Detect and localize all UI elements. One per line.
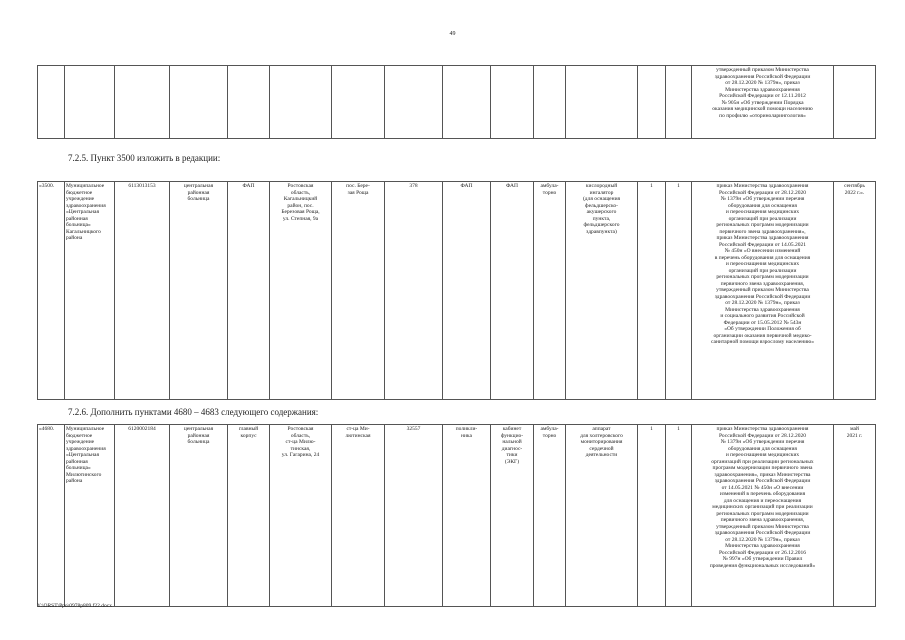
regulation-cell: приказ Министерства здравоохранения Российской Федерации от 28.12.2020 № 1379н «Об утверждении перечня оборудования для оснащения и переоснащения медицинских организаций при реализации региональных программ модернизации первичного звена здравоохранения», приказ Министерства здравоохранения Российской Федерации от 14.05.2021 № 450н «О внесении изменений в перечень оборудования для оснащения и переоснащения медицинских организаций при реализации региональных программ модернизации первичного звена здравоохранения, утвержденный приказом Министерства здравоохранения Российской Федерации от 28.12.2020 № 1379н», приказ Министерства здравоохранения Российской Федерации от 26.12.2016 № 997н «Об утверждении Правил проведения функциональных исследований»	[692, 425, 834, 607]
unit-name: главный корпус	[228, 425, 270, 607]
table-row	[38, 425, 876, 607]
org-type: центральная районная больница	[170, 425, 228, 607]
organization-name: Муниципальное бюджетное учреждение здравоохранения «Центральная районная больница» Милютинского района	[65, 425, 115, 607]
org-code: 6120002184	[115, 425, 170, 607]
cabinet: кабинет функцио- нальной диагнос- тики (ЭКГ)	[491, 425, 534, 607]
org-type: центральная районная больница	[170, 182, 228, 400]
delivery-date: май 2021 г.	[834, 425, 876, 607]
organization-name: Муниципальное бюджетное учреждение здравоохранения «Центральная районная больница» Кагальницкого района	[65, 182, 115, 400]
section-heading-3500: 7.2.5. Пункт 3500 изложить в редакции:	[68, 153, 221, 163]
care-condition: амбула- торно	[534, 425, 566, 607]
regulation-cell: утвержденный приказом Министерства здравоохранения Российской Федерации от 28.12.2020 № 1379н», приказ Министерства здравоохранения Российской Федерации от 12.11.2012 № 905н «Об утверждении Порядка оказания медицинской помощи населению по профилю «оториноларингология»	[692, 66, 834, 139]
page-number: 49	[449, 31, 456, 37]
locality: ст-ца Ми- лютинская	[332, 425, 385, 607]
care-condition: амбула- торно	[534, 182, 566, 400]
population: 378	[385, 182, 443, 400]
delivery-date: сентябрь 2022 г.».	[834, 182, 876, 400]
equipment: аппарат для холтеровского мониторирования сердечной деятельности	[566, 425, 638, 607]
subdivision: ФАП	[443, 182, 491, 400]
unit-name: ФАП	[228, 182, 270, 400]
section-heading-4680: 7.2.6. Дополнить пунктами 4680 – 4683 следующего содержания:	[68, 407, 319, 417]
table-row	[38, 182, 876, 400]
address: Ростовская область, ст-ца Милю- тинская, ул. Гагарина, 24	[270, 425, 332, 607]
file-path-footer: Y:\ORST\Ppo\0978p809.f22.docx	[37, 603, 112, 609]
table-item-4680	[37, 424, 876, 607]
cabinet: ФАП	[491, 182, 534, 400]
item-number: «3500.	[38, 182, 65, 400]
population: 32557	[385, 425, 443, 607]
quantity-required: 1	[638, 425, 666, 607]
quantity-planned: 1	[666, 425, 692, 607]
subdivision: поликли- ника	[443, 425, 491, 607]
org-code: 6113013153	[115, 182, 170, 400]
equipment: кислородный ингалятор (для оснащения фельдшерско- акушерского пункта, фельдшерского здравпункта)	[566, 182, 638, 400]
locality: пос. Бере- зая Роща	[332, 182, 385, 400]
table-item-3500	[37, 181, 876, 400]
item-number: «4680.	[38, 425, 65, 607]
address: Ростовская область, Кагальницкий район, пос. Березовая Роща, ул. Степная, 9а	[270, 182, 332, 400]
table-continuation	[37, 65, 876, 139]
regulation-cell: приказ Министерства здравоохранения Российской Федерации от 28.12.2020 № 1379н «Об утверждении перечня оборудования для оснащения и переоснащения медицинских организаций при реализации региональных программ модернизации первичного звена здравоохранения», приказ Министерства здравоохранения Российской Федерации от 14.05.2021 № 450н «О внесении изменений в перечень оборудования для оснащения и переоснащения медицинских организаций при реализации региональных программ модернизации первичного звена здравоохранения, утвержденный приказом Министерства здравоохранения Российской Федерации от 28.12.2020 № 1379н», приказ Министерства здравоохранения и социального развития Российской Федерации от 15.05.2012 № 543н «Об утверждении Положения об организации оказания первичной медико- санитарной помощи взрослому населению»	[692, 182, 834, 400]
table-row	[38, 66, 876, 139]
quantity-required: 1	[638, 182, 666, 400]
quantity-planned: 1	[666, 182, 692, 400]
